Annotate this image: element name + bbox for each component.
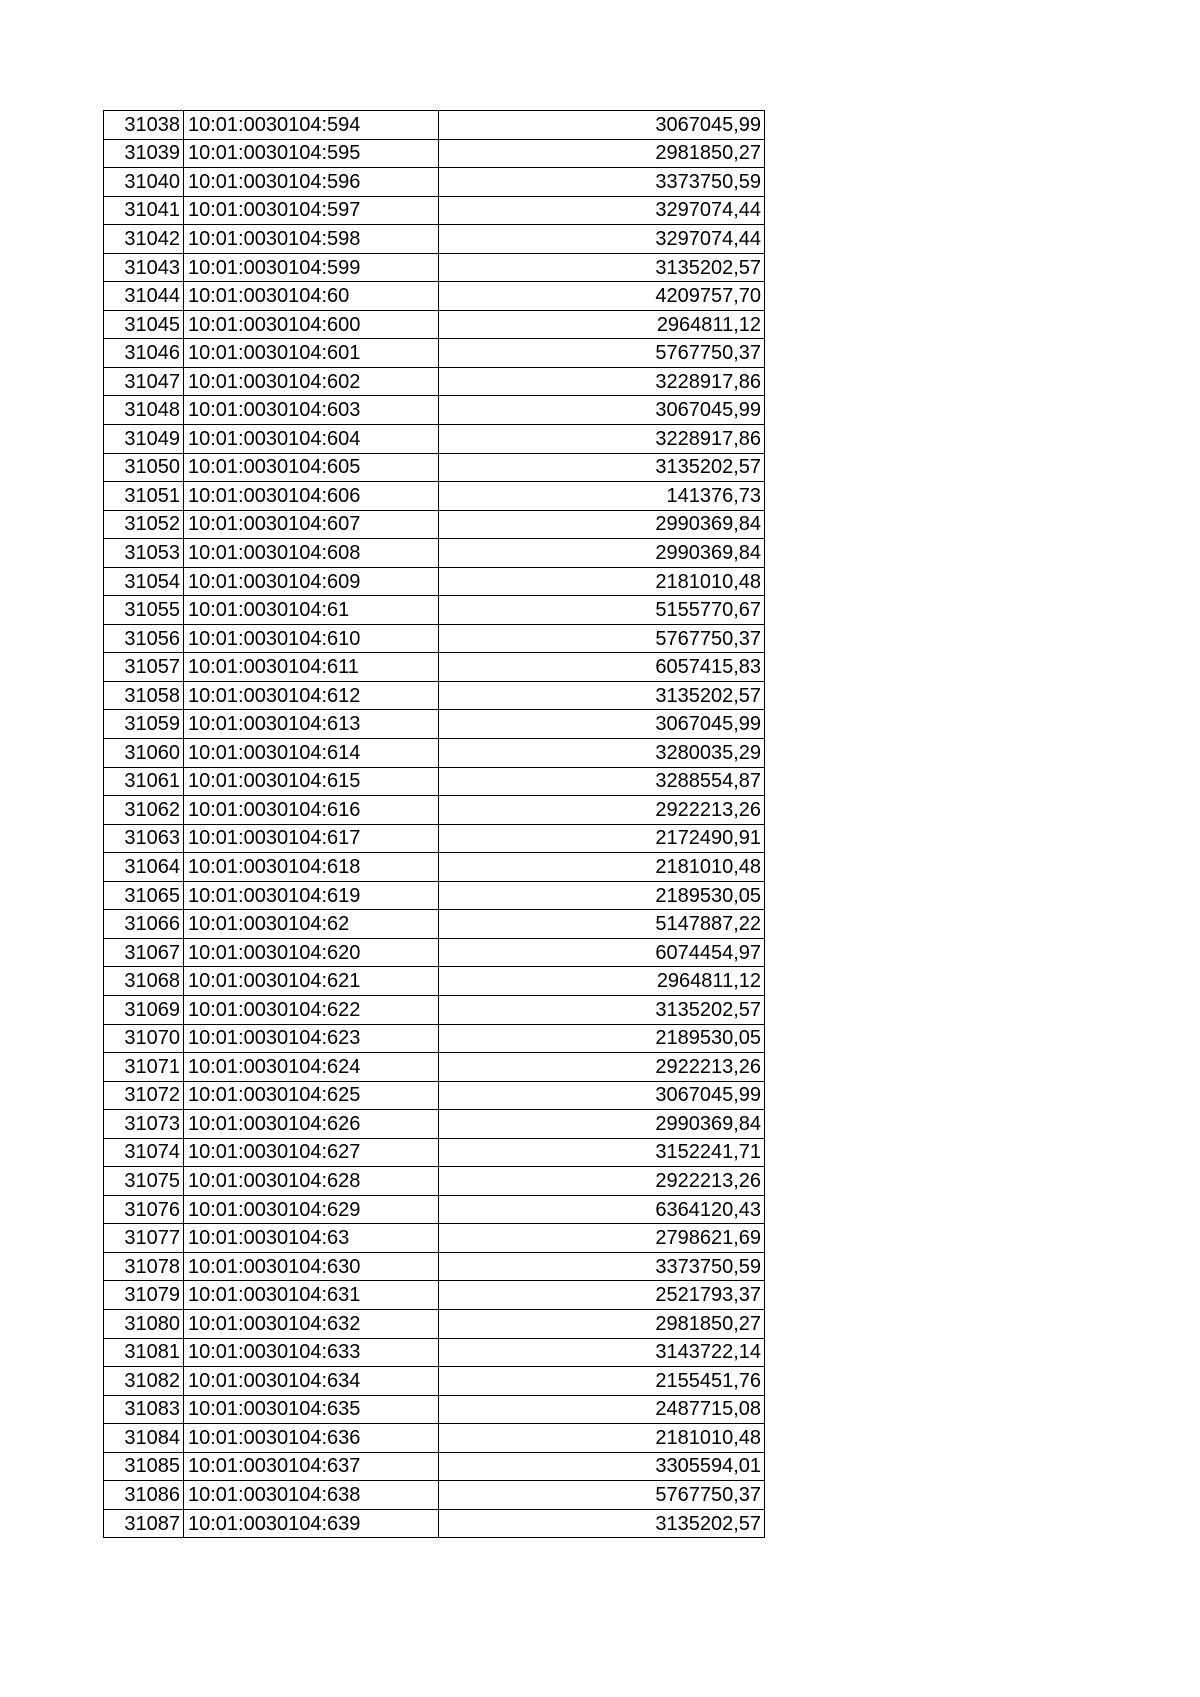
table-row bbox=[104, 168, 765, 197]
cadastral-number-cell: 10:01:0030104:604 bbox=[184, 425, 439, 454]
cadastral-number-cell: 10:01:0030104:626 bbox=[184, 1110, 439, 1139]
value-cell: 2181010,48 bbox=[439, 567, 765, 596]
value-cell: 5147887,22 bbox=[439, 910, 765, 939]
value-cell: 2189530,05 bbox=[439, 881, 765, 910]
table-row bbox=[104, 1395, 765, 1424]
table-row bbox=[104, 624, 765, 653]
row-id-cell: 31060 bbox=[104, 739, 184, 768]
row-id-cell: 31080 bbox=[104, 1309, 184, 1338]
cadastral-number-cell: 10:01:0030104:602 bbox=[184, 367, 439, 396]
value-cell: 5767750,37 bbox=[439, 624, 765, 653]
row-id-cell: 31052 bbox=[104, 510, 184, 539]
cadastral-number-cell: 10:01:0030104:598 bbox=[184, 225, 439, 254]
table-row bbox=[104, 339, 765, 368]
table-row bbox=[104, 967, 765, 996]
cadastral-number-cell: 10:01:0030104:61 bbox=[184, 596, 439, 625]
value-cell: 3228917,86 bbox=[439, 367, 765, 396]
cadastral-number-cell: 10:01:0030104:630 bbox=[184, 1252, 439, 1281]
table-row bbox=[104, 995, 765, 1024]
cadastral-number-cell: 10:01:0030104:597 bbox=[184, 196, 439, 225]
cadastral-number-cell: 10:01:0030104:619 bbox=[184, 881, 439, 910]
row-id-cell: 31081 bbox=[104, 1338, 184, 1367]
value-cell: 6057415,83 bbox=[439, 653, 765, 682]
value-cell: 2155451,76 bbox=[439, 1367, 765, 1396]
value-cell: 3135202,57 bbox=[439, 681, 765, 710]
row-id-cell: 31063 bbox=[104, 824, 184, 853]
table-row bbox=[104, 1424, 765, 1453]
row-id-cell: 31084 bbox=[104, 1424, 184, 1453]
value-cell: 3135202,57 bbox=[439, 995, 765, 1024]
table-row bbox=[104, 1509, 765, 1538]
row-id-cell: 31062 bbox=[104, 796, 184, 825]
value-cell: 3135202,57 bbox=[439, 1509, 765, 1538]
row-id-cell: 31061 bbox=[104, 767, 184, 796]
row-id-cell: 31055 bbox=[104, 596, 184, 625]
value-cell: 2922213,26 bbox=[439, 796, 765, 825]
table-row bbox=[104, 739, 765, 768]
table-row bbox=[104, 796, 765, 825]
cadastral-number-cell: 10:01:0030104:618 bbox=[184, 853, 439, 882]
cadastral-number-cell: 10:01:0030104:617 bbox=[184, 824, 439, 853]
table-row bbox=[104, 567, 765, 596]
table-row bbox=[104, 425, 765, 454]
value-cell: 2487715,08 bbox=[439, 1395, 765, 1424]
row-id-cell: 31053 bbox=[104, 539, 184, 568]
cadastral-number-cell: 10:01:0030104:639 bbox=[184, 1509, 439, 1538]
value-cell: 3135202,57 bbox=[439, 453, 765, 482]
table-row bbox=[104, 1138, 765, 1167]
row-id-cell: 31043 bbox=[104, 253, 184, 282]
row-id-cell: 31066 bbox=[104, 910, 184, 939]
cadastral-number-cell: 10:01:0030104:606 bbox=[184, 482, 439, 511]
value-cell: 3297074,44 bbox=[439, 225, 765, 254]
value-cell: 5767750,37 bbox=[439, 1481, 765, 1510]
cadastral-number-cell: 10:01:0030104:620 bbox=[184, 938, 439, 967]
table-row bbox=[104, 1195, 765, 1224]
table-row bbox=[104, 482, 765, 511]
table-row bbox=[104, 111, 765, 140]
cadastral-number-cell: 10:01:0030104:621 bbox=[184, 967, 439, 996]
row-id-cell: 31077 bbox=[104, 1224, 184, 1253]
table-row bbox=[104, 710, 765, 739]
cadastral-number-cell: 10:01:0030104:607 bbox=[184, 510, 439, 539]
table-row bbox=[104, 910, 765, 939]
table-body bbox=[104, 111, 765, 1538]
table-row bbox=[104, 767, 765, 796]
value-cell: 2922213,26 bbox=[439, 1053, 765, 1082]
table-row bbox=[104, 1281, 765, 1310]
cadastral-number-cell: 10:01:0030104:615 bbox=[184, 767, 439, 796]
row-id-cell: 31073 bbox=[104, 1110, 184, 1139]
value-cell: 3228917,86 bbox=[439, 425, 765, 454]
table-row bbox=[104, 282, 765, 311]
table-row bbox=[104, 1167, 765, 1196]
cadastral-number-cell: 10:01:0030104:622 bbox=[184, 995, 439, 1024]
row-id-cell: 31064 bbox=[104, 853, 184, 882]
table-row bbox=[104, 1309, 765, 1338]
cadastral-number-cell: 10:01:0030104:60 bbox=[184, 282, 439, 311]
row-id-cell: 31046 bbox=[104, 339, 184, 368]
value-cell: 5155770,67 bbox=[439, 596, 765, 625]
table-row bbox=[104, 510, 765, 539]
cadastral-number-cell: 10:01:0030104:613 bbox=[184, 710, 439, 739]
cadastral-number-cell: 10:01:0030104:616 bbox=[184, 796, 439, 825]
cadastral-number-cell: 10:01:0030104:600 bbox=[184, 310, 439, 339]
row-id-cell: 31068 bbox=[104, 967, 184, 996]
cadastral-number-cell: 10:01:0030104:611 bbox=[184, 653, 439, 682]
row-id-cell: 31074 bbox=[104, 1138, 184, 1167]
table-row bbox=[104, 853, 765, 882]
table-row bbox=[104, 253, 765, 282]
cadastral-number-cell: 10:01:0030104:638 bbox=[184, 1481, 439, 1510]
cadastral-number-cell: 10:01:0030104:594 bbox=[184, 111, 439, 140]
table-row bbox=[104, 1224, 765, 1253]
value-cell: 141376,73 bbox=[439, 482, 765, 511]
data-table bbox=[103, 110, 765, 1538]
row-id-cell: 31051 bbox=[104, 482, 184, 511]
value-cell: 2964811,12 bbox=[439, 967, 765, 996]
cadastral-number-cell: 10:01:0030104:634 bbox=[184, 1367, 439, 1396]
value-cell: 5767750,37 bbox=[439, 339, 765, 368]
value-cell: 3280035,29 bbox=[439, 739, 765, 768]
cadastral-number-cell: 10:01:0030104:624 bbox=[184, 1053, 439, 1082]
table-row bbox=[104, 1024, 765, 1053]
table-row bbox=[104, 310, 765, 339]
row-id-cell: 31045 bbox=[104, 310, 184, 339]
cadastral-number-cell: 10:01:0030104:625 bbox=[184, 1081, 439, 1110]
value-cell: 2172490,91 bbox=[439, 824, 765, 853]
table-row bbox=[104, 881, 765, 910]
row-id-cell: 31059 bbox=[104, 710, 184, 739]
row-id-cell: 31082 bbox=[104, 1367, 184, 1396]
value-cell: 3373750,59 bbox=[439, 168, 765, 197]
row-id-cell: 31078 bbox=[104, 1252, 184, 1281]
row-id-cell: 31075 bbox=[104, 1167, 184, 1196]
cadastral-number-cell: 10:01:0030104:635 bbox=[184, 1395, 439, 1424]
row-id-cell: 31057 bbox=[104, 653, 184, 682]
value-cell: 4209757,70 bbox=[439, 282, 765, 311]
table-row bbox=[104, 938, 765, 967]
row-id-cell: 31038 bbox=[104, 111, 184, 140]
cadastral-number-cell: 10:01:0030104:628 bbox=[184, 1167, 439, 1196]
table-row bbox=[104, 139, 765, 168]
table-row bbox=[104, 1481, 765, 1510]
value-cell: 2181010,48 bbox=[439, 853, 765, 882]
row-id-cell: 31054 bbox=[104, 567, 184, 596]
table-row bbox=[104, 1081, 765, 1110]
row-id-cell: 31085 bbox=[104, 1452, 184, 1481]
row-id-cell: 31047 bbox=[104, 367, 184, 396]
cadastral-number-cell: 10:01:0030104:637 bbox=[184, 1452, 439, 1481]
cadastral-number-cell: 10:01:0030104:596 bbox=[184, 168, 439, 197]
value-cell: 3288554,87 bbox=[439, 767, 765, 796]
cadastral-number-cell: 10:01:0030104:63 bbox=[184, 1224, 439, 1253]
row-id-cell: 31067 bbox=[104, 938, 184, 967]
table-row bbox=[104, 1053, 765, 1082]
cadastral-number-cell: 10:01:0030104:629 bbox=[184, 1195, 439, 1224]
row-id-cell: 31076 bbox=[104, 1195, 184, 1224]
cadastral-number-cell: 10:01:0030104:601 bbox=[184, 339, 439, 368]
cadastral-number-cell: 10:01:0030104:614 bbox=[184, 739, 439, 768]
value-cell: 3143722,14 bbox=[439, 1338, 765, 1367]
table-row bbox=[104, 824, 765, 853]
cadastral-number-cell: 10:01:0030104:636 bbox=[184, 1424, 439, 1453]
cadastral-number-cell: 10:01:0030104:627 bbox=[184, 1138, 439, 1167]
value-cell: 2990369,84 bbox=[439, 1110, 765, 1139]
row-id-cell: 31071 bbox=[104, 1053, 184, 1082]
row-id-cell: 31058 bbox=[104, 681, 184, 710]
row-id-cell: 31087 bbox=[104, 1509, 184, 1538]
row-id-cell: 31069 bbox=[104, 995, 184, 1024]
value-cell: 3373750,59 bbox=[439, 1252, 765, 1281]
table-row bbox=[104, 453, 765, 482]
value-cell: 3297074,44 bbox=[439, 196, 765, 225]
table-row bbox=[104, 596, 765, 625]
table-row bbox=[104, 225, 765, 254]
value-cell: 2521793,37 bbox=[439, 1281, 765, 1310]
table-row bbox=[104, 367, 765, 396]
value-cell: 3135202,57 bbox=[439, 253, 765, 282]
row-id-cell: 31048 bbox=[104, 396, 184, 425]
value-cell: 3152241,71 bbox=[439, 1138, 765, 1167]
row-id-cell: 31072 bbox=[104, 1081, 184, 1110]
value-cell: 2181010,48 bbox=[439, 1424, 765, 1453]
table-row bbox=[104, 1367, 765, 1396]
value-cell: 3067045,99 bbox=[439, 710, 765, 739]
value-cell: 2798621,69 bbox=[439, 1224, 765, 1253]
row-id-cell: 31083 bbox=[104, 1395, 184, 1424]
cadastral-number-cell: 10:01:0030104:599 bbox=[184, 253, 439, 282]
value-cell: 2964811,12 bbox=[439, 310, 765, 339]
row-id-cell: 31086 bbox=[104, 1481, 184, 1510]
value-cell: 6364120,43 bbox=[439, 1195, 765, 1224]
table-row bbox=[104, 1452, 765, 1481]
cadastral-number-cell: 10:01:0030104:612 bbox=[184, 681, 439, 710]
value-cell: 2922213,26 bbox=[439, 1167, 765, 1196]
value-cell: 6074454,97 bbox=[439, 938, 765, 967]
row-id-cell: 31070 bbox=[104, 1024, 184, 1053]
table-row bbox=[104, 1252, 765, 1281]
cadastral-number-cell: 10:01:0030104:632 bbox=[184, 1309, 439, 1338]
row-id-cell: 31042 bbox=[104, 225, 184, 254]
cadastral-number-cell: 10:01:0030104:62 bbox=[184, 910, 439, 939]
value-cell: 3067045,99 bbox=[439, 1081, 765, 1110]
row-id-cell: 31049 bbox=[104, 425, 184, 454]
value-cell: 2990369,84 bbox=[439, 539, 765, 568]
value-cell: 2990369,84 bbox=[439, 510, 765, 539]
value-cell: 2981850,27 bbox=[439, 139, 765, 168]
cadastral-number-cell: 10:01:0030104:623 bbox=[184, 1024, 439, 1053]
table-row bbox=[104, 539, 765, 568]
cadastral-number-cell: 10:01:0030104:603 bbox=[184, 396, 439, 425]
cadastral-number-cell: 10:01:0030104:609 bbox=[184, 567, 439, 596]
cadastral-number-cell: 10:01:0030104:608 bbox=[184, 539, 439, 568]
value-cell: 3067045,99 bbox=[439, 111, 765, 140]
row-id-cell: 31041 bbox=[104, 196, 184, 225]
row-id-cell: 31040 bbox=[104, 168, 184, 197]
row-id-cell: 31056 bbox=[104, 624, 184, 653]
row-id-cell: 31065 bbox=[104, 881, 184, 910]
row-id-cell: 31044 bbox=[104, 282, 184, 311]
cadastral-number-cell: 10:01:0030104:605 bbox=[184, 453, 439, 482]
cadastral-number-cell: 10:01:0030104:610 bbox=[184, 624, 439, 653]
table-row bbox=[104, 1110, 765, 1139]
value-cell: 3305594,01 bbox=[439, 1452, 765, 1481]
value-cell: 3067045,99 bbox=[439, 396, 765, 425]
table-row bbox=[104, 196, 765, 225]
cadastral-number-cell: 10:01:0030104:633 bbox=[184, 1338, 439, 1367]
table-row bbox=[104, 396, 765, 425]
table-row bbox=[104, 1338, 765, 1367]
row-id-cell: 31050 bbox=[104, 453, 184, 482]
table-row bbox=[104, 681, 765, 710]
value-cell: 2189530,05 bbox=[439, 1024, 765, 1053]
table-row bbox=[104, 653, 765, 682]
cadastral-number-cell: 10:01:0030104:595 bbox=[184, 139, 439, 168]
row-id-cell: 31039 bbox=[104, 139, 184, 168]
value-cell: 2981850,27 bbox=[439, 1309, 765, 1338]
row-id-cell: 31079 bbox=[104, 1281, 184, 1310]
cadastral-number-cell: 10:01:0030104:631 bbox=[184, 1281, 439, 1310]
